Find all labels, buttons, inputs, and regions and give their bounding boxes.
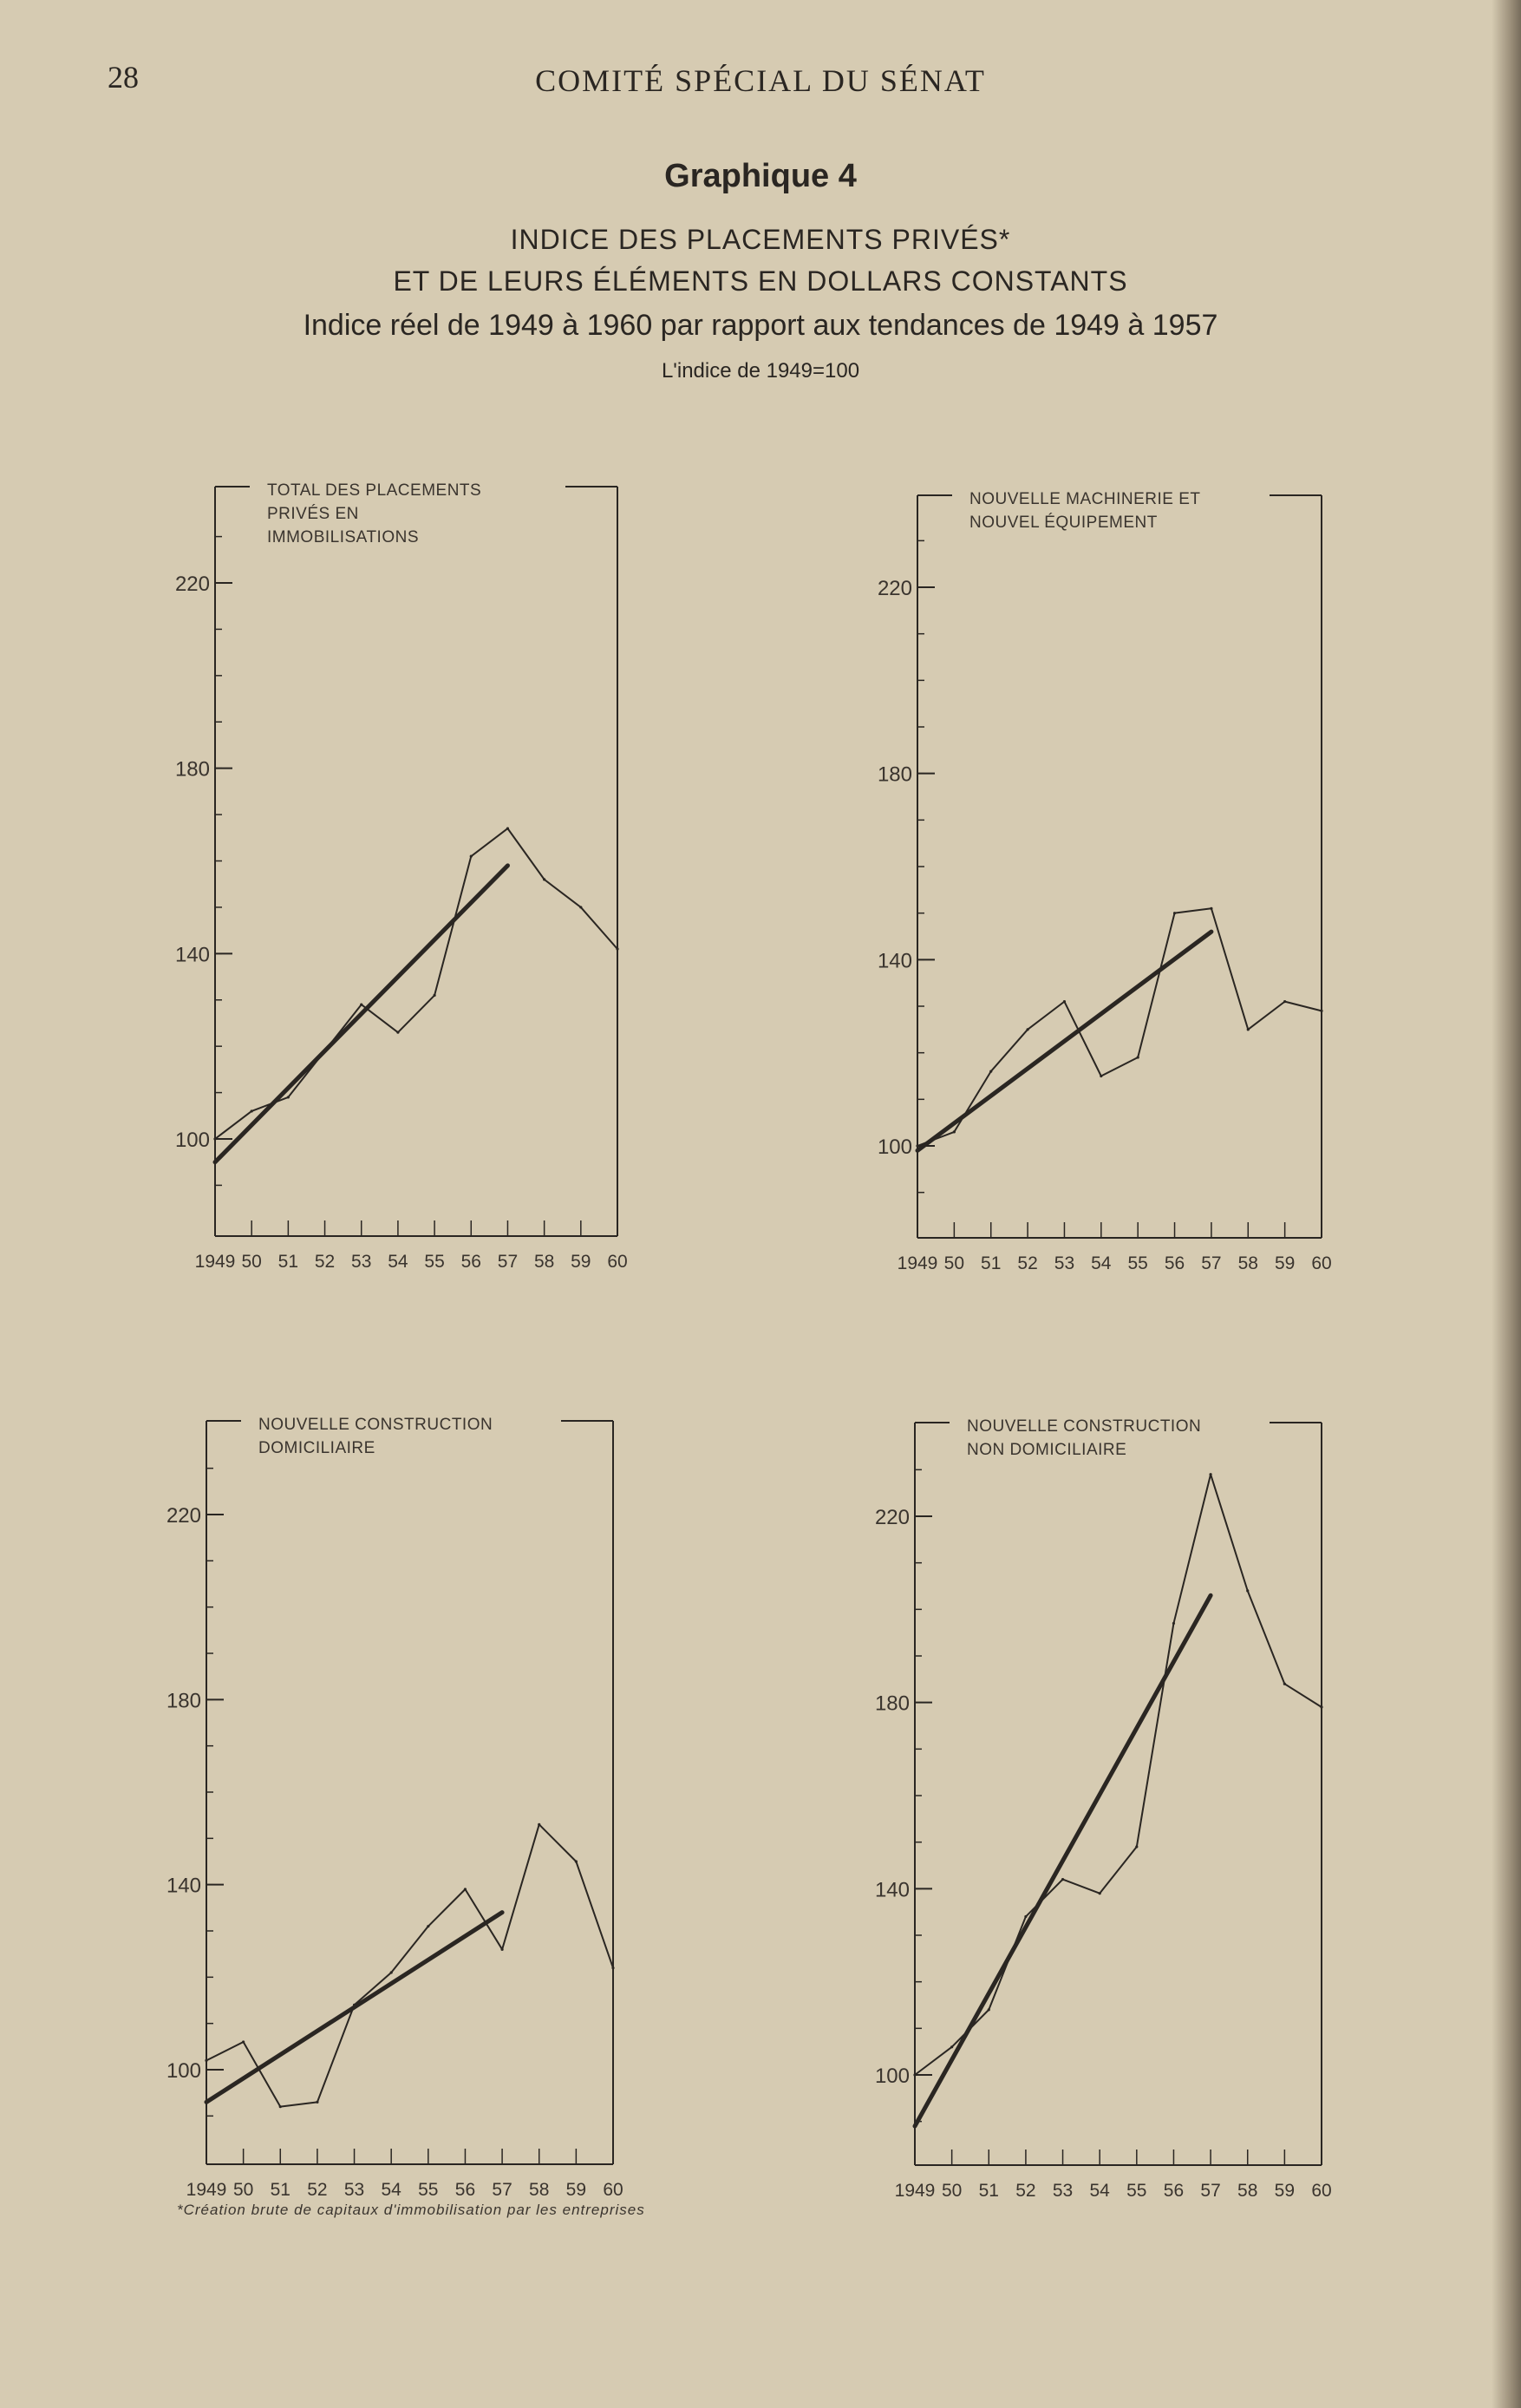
figure-title-line-1: INDICE DES PLACEMENTS PRIVÉS* [510, 224, 1011, 255]
x-tick-label: 55 [1126, 2181, 1147, 2201]
chart-title-line: DOMICILIAIRE [258, 1439, 375, 1457]
x-tick-label: 52 [1015, 2181, 1036, 2201]
x-tick-label: 60 [1311, 1253, 1332, 1273]
x-tick-label: 58 [1237, 2181, 1258, 2201]
x-tick-label: 58 [1237, 1253, 1258, 1273]
x-tick-label: 50 [232, 2180, 254, 2200]
x-tick-label: 60 [603, 2180, 623, 2200]
x-tick-label: 51 [277, 1252, 299, 1272]
x-tick-label: 54 [1091, 1253, 1112, 1273]
x-tick-label: 50 [241, 1252, 262, 1272]
running-head: COMITÉ SPÉCIAL DU SÉNAT [535, 63, 986, 98]
x-tick-label: 54 [1089, 2181, 1110, 2201]
chart-title-line: TOTAL DES PLACEMENTS [267, 481, 482, 500]
y-tick-label: 100 [166, 2059, 201, 2083]
y-tick-label: 100 [877, 1135, 912, 1159]
data-point [506, 828, 509, 830]
data-point [579, 906, 582, 908]
x-tick-label: 51 [978, 2181, 999, 2201]
x-tick-label: 1949 [894, 2181, 936, 2201]
x-tick-label: 59 [571, 1252, 591, 1272]
y-tick-label: 180 [877, 762, 912, 787]
data-point [616, 947, 618, 950]
x-tick-label: 60 [607, 1252, 628, 1272]
x-tick-label: 51 [981, 1253, 1002, 1273]
y-tick-label: 180 [174, 757, 210, 782]
chart-title-line: NOUVELLE MACHINERIE ET [969, 490, 1201, 508]
data-point [433, 994, 435, 997]
actual-index-line [215, 828, 617, 1139]
x-tick-label: 1949 [897, 1253, 938, 1273]
data-point [470, 855, 473, 858]
x-tick-label: 59 [1274, 1253, 1296, 1273]
x-tick-label: 55 [424, 1252, 445, 1272]
x-tick-label: 53 [1052, 2181, 1074, 2201]
x-tick-label: 57 [1200, 2181, 1221, 2201]
figure-title-line-2: ET DE LEURS ÉLÉMENTS EN DOLLARS CONSTANTS [393, 265, 1128, 297]
x-tick-label: 56 [1163, 2181, 1185, 2201]
data-point [396, 1031, 399, 1034]
x-tick-label: 56 [454, 2180, 476, 2200]
x-tick-label: 58 [529, 2180, 550, 2200]
x-tick-label: 53 [351, 1252, 372, 1272]
x-tick-label: 52 [1017, 1253, 1038, 1273]
x-tick-label: 51 [270, 2180, 290, 2200]
chart-title-line: NOUVELLE CONSTRUCTION [967, 1417, 1202, 1436]
x-tick-label: 55 [418, 2180, 439, 2200]
x-tick-label: 60 [1311, 2181, 1332, 2201]
y-tick-label: 220 [166, 1504, 201, 1528]
figure-footnote: *Création brute de capitaux d'immobilisation par les entreprises [177, 2202, 645, 2218]
x-tick-label: 55 [1127, 1253, 1148, 1273]
x-tick-label: 59 [565, 2180, 587, 2200]
x-tick-label: 54 [381, 2180, 401, 2200]
chart-title-line: PRIVÉS EN [267, 505, 359, 523]
trend-line [215, 866, 507, 1162]
index-base-note: L'indice de 1949=100 [661, 359, 860, 383]
data-point [251, 1109, 253, 1112]
chart-title-line: NOUVELLE CONSTRUCTION [258, 1416, 493, 1434]
chart-title-line: NOUVEL ÉQUIPEMENT [969, 514, 1158, 532]
data-point [360, 1003, 362, 1005]
y-tick-label: 220 [874, 1506, 910, 1529]
x-tick-label: 54 [388, 1252, 408, 1272]
y-tick-label: 100 [174, 1129, 210, 1152]
x-tick-label: 52 [314, 1252, 336, 1272]
x-tick-label: 57 [497, 1252, 519, 1272]
y-tick-label: 180 [166, 1689, 201, 1713]
x-tick-label: 57 [492, 2180, 512, 2200]
figure-label: Graphique 4 [664, 158, 857, 194]
y-tick-label: 180 [874, 1691, 910, 1716]
chart-title-line: NON DOMICILIAIRE [967, 1441, 1127, 1459]
x-tick-label: 53 [1054, 1253, 1075, 1273]
x-tick-label: 1949 [194, 1252, 236, 1272]
x-tick-label: 1949 [186, 2180, 227, 2200]
x-tick-label: 53 [343, 2180, 365, 2200]
x-tick-label: 50 [943, 1253, 965, 1273]
data-point [287, 1096, 290, 1098]
x-tick-label: 56 [460, 1252, 481, 1272]
y-tick-label: 140 [174, 943, 210, 967]
y-tick-label: 100 [874, 2064, 910, 2088]
x-tick-label: 57 [1201, 1253, 1222, 1273]
page-number: 28 [108, 60, 139, 95]
y-tick-label: 140 [877, 949, 912, 973]
x-tick-label: 58 [533, 1252, 555, 1272]
x-tick-label: 56 [1164, 1253, 1185, 1273]
x-tick-label: 50 [941, 2181, 963, 2201]
y-tick-label: 220 [877, 577, 912, 600]
x-tick-label: 59 [1274, 2181, 1296, 2201]
y-tick-label: 140 [166, 1874, 201, 1898]
x-tick-label: 52 [307, 2180, 328, 2200]
data-point [543, 878, 545, 880]
y-tick-label: 140 [874, 1878, 910, 1902]
data-point [213, 1137, 216, 1140]
y-tick-label: 220 [174, 573, 210, 596]
chart-title-line: IMMOBILISATIONS [267, 528, 420, 546]
figure-subtitle: Indice réel de 1949 à 1960 par rapport aux tendances de 1949 à 1957 [303, 309, 1218, 342]
